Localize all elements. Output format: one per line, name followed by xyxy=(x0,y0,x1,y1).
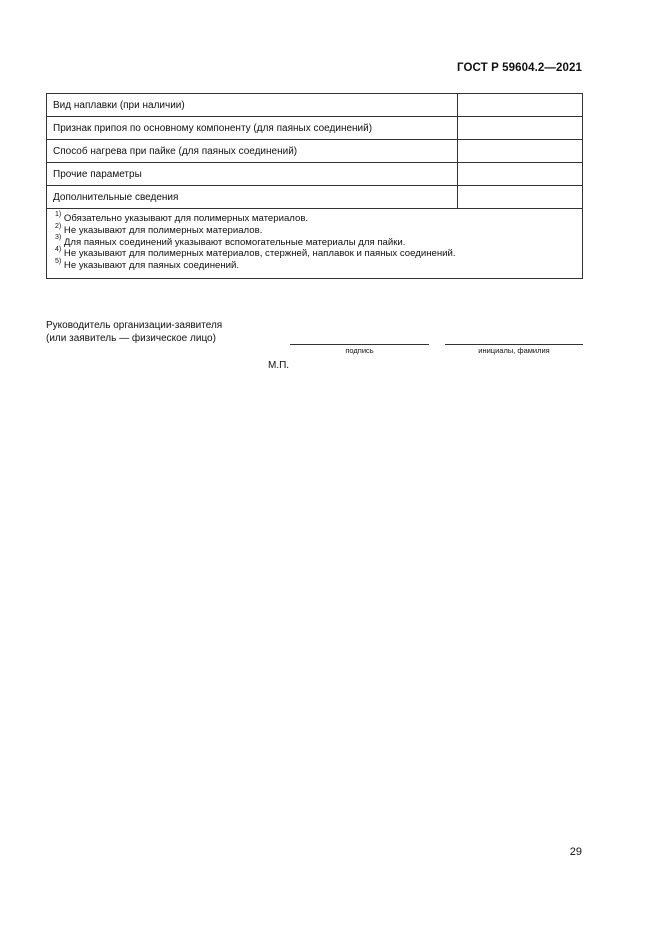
footnote xyxy=(55,248,582,260)
footnote-text: Для паяных соединений указывают вспомогательные материалы для пайки. xyxy=(63,236,406,248)
signature-caption: подпись xyxy=(345,346,374,355)
table-footnotes xyxy=(47,209,583,279)
row-label: Вид наплавки (при наличии) xyxy=(47,94,458,117)
footnote xyxy=(55,210,582,225)
table-row xyxy=(47,140,583,163)
row-value xyxy=(458,163,583,186)
row-label: Способ нагрева при пайке (для паяных соединений) xyxy=(47,140,458,163)
footnote-mark: 5) xyxy=(55,258,62,265)
initials-caption: инициалы, фамилия xyxy=(478,346,550,355)
row-label: Дополнительные сведения xyxy=(47,186,458,209)
footnote-mark: 1) xyxy=(55,210,62,218)
table-row xyxy=(47,186,583,209)
application-form-table xyxy=(46,93,583,279)
initials-line xyxy=(445,344,583,345)
footnote-mark: 4) xyxy=(55,246,62,254)
footnote-text: Обязательно указывают для полимерных материалов. xyxy=(63,213,309,224)
table-row xyxy=(47,163,583,186)
footnote-text: Не указывают для полимерных материалов, стержней, наплавок и паяных соединений. xyxy=(63,248,456,260)
footnote xyxy=(55,260,582,272)
stamp-place-label: М.П. xyxy=(268,360,290,371)
table-row xyxy=(47,117,583,140)
row-value xyxy=(458,117,583,140)
row-value xyxy=(458,186,583,209)
row-label: Признак припоя по основному компоненту (для паяных соединений) xyxy=(47,117,458,140)
signature-line xyxy=(290,344,429,345)
footnote-text: Не указывают для паяных соединений. xyxy=(63,260,240,272)
row-label: Прочие параметры xyxy=(47,163,458,186)
table-notes-row xyxy=(47,209,583,279)
document-code: ГОСТ Р 59604.2—2021 xyxy=(457,62,582,74)
signatory-label-line1: Руководитель организации-заявителя xyxy=(46,320,223,331)
row-value xyxy=(458,140,583,163)
table-row xyxy=(47,94,583,117)
footnote-text: Не указывают для полимерных материалов. xyxy=(63,224,263,236)
signatory-label-line2: (или заявитель — физическое лицо) xyxy=(46,332,216,344)
row-value xyxy=(458,94,583,117)
page-number: 29 xyxy=(569,846,582,858)
signatory-label xyxy=(46,320,222,345)
footnote-mark: 2) xyxy=(55,222,62,230)
footnote xyxy=(55,234,582,249)
footnote-mark: 3) xyxy=(55,234,62,242)
footnote xyxy=(55,222,582,237)
